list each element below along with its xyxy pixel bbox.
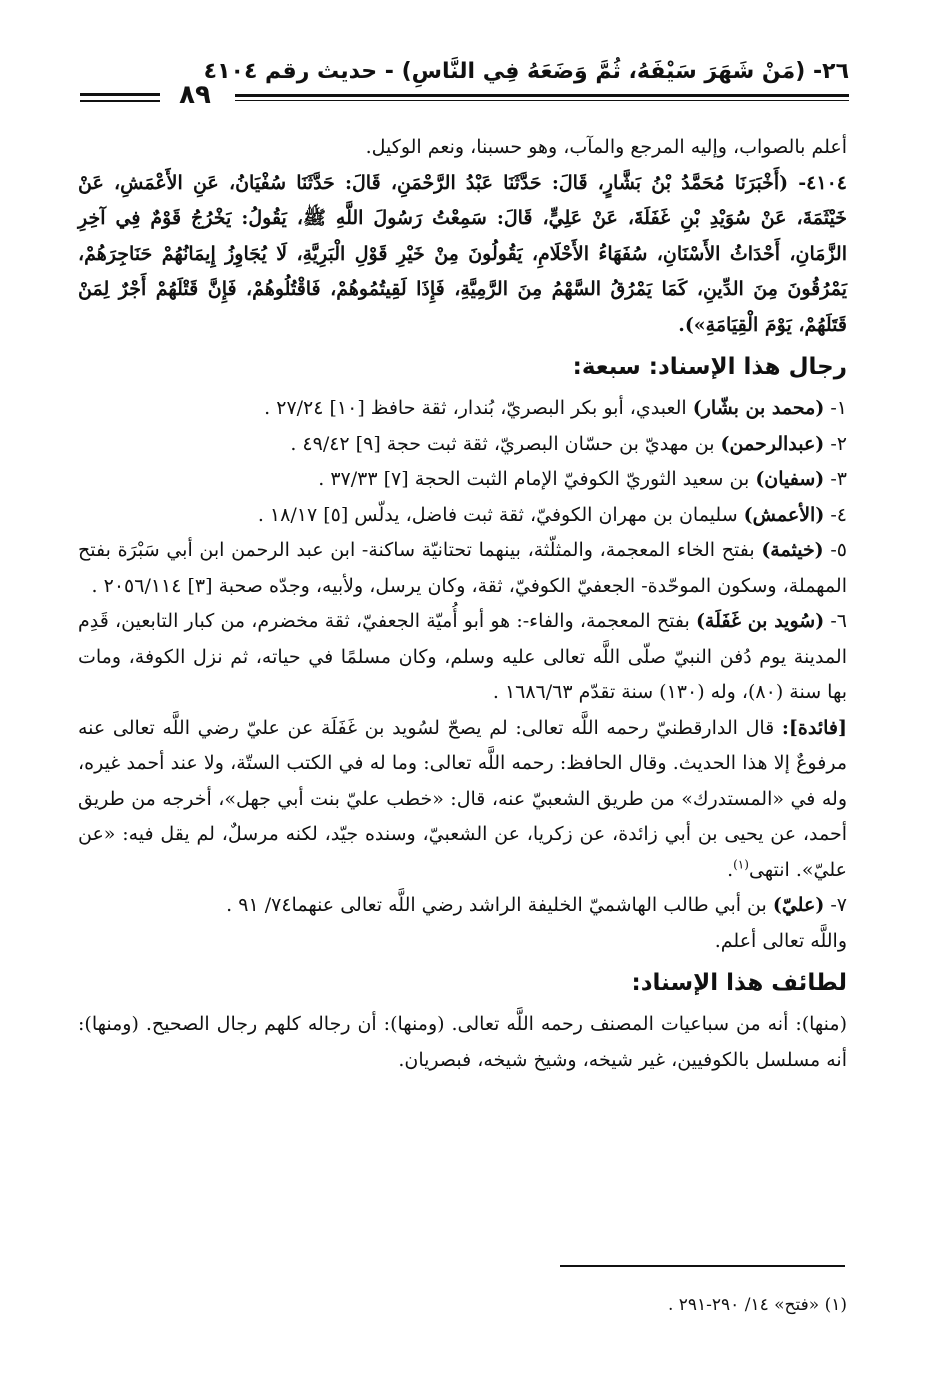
narrator-number: ٧-	[824, 894, 847, 916]
subtleties-heading: لطائف هذا الإسناد:	[631, 970, 847, 996]
narrator-name: (سُويد بن غَفَلَة)	[695, 610, 825, 632]
narrator-name: (الأعمش)	[743, 503, 825, 526]
intro-line: أعلم بالصواب، وإليه المرجع والمآب، وهو حسبنا، ونعم الوكيل.	[365, 136, 847, 158]
narrator-details: بن سعيد الثوريّ الكوفيّ الإمام الثبت الحجة [٧] ٣٧/٣٣ .	[318, 468, 756, 490]
page-number-rule	[80, 93, 160, 102]
subtleties-text: (منها): أنه من سباعيات المصنف رحمه اللَّه تعالى. (ومنها): أن رجاله كلهم رجال الصحيح. (ومنها): أنه مسلسل بالكوفيين، غير شيخه، وشيخ شيخه، فبصريان.	[78, 1013, 847, 1071]
narrator-details: العبدي، أبو بكر البصريّ، بُندار، ثقة حافظ [١٠] ٢٧/٢٤ .	[264, 397, 693, 419]
narrator-details: سليمان بن مهران الكوفيّ، ثقة ثبت فاضل، يدلّس [٥] ١٨/١٧ .	[257, 503, 744, 526]
narrator-name: (عليّ)	[772, 894, 825, 916]
narrator-name: (محمد بن بشّار)	[692, 397, 825, 419]
closing-line: واللَّه تعالى أعلم.	[714, 929, 847, 952]
footnote: (١) «فتح» ١٤/ ٢٩٠-٢٩١ .	[667, 1295, 847, 1315]
narrators-heading: رجال هذا الإسناد: سبعة:	[572, 354, 847, 380]
narrator-number: ١-	[824, 397, 847, 419]
narrator-number: ٣-	[824, 468, 847, 490]
footnote-rule	[560, 1265, 845, 1267]
narrator-entry	[78, 604, 847, 711]
narrator-name: (عبدالرحمن)	[720, 432, 825, 455]
benefit-label: [فائدة]:	[781, 716, 847, 739]
narrator-entry	[78, 533, 847, 604]
narrator-number: ٥-	[823, 539, 847, 561]
benefit-note: [فائدة]: قال الدارقطنيّ رحمه اللَّه تعالى: لم يصحّ لسُويد بن غَفَلَة عن عليّ رضي اللَّه تعالى عنه مرفوعٌ إلا هذا الحديث. وقال الحافظ: رحمه اللَّه تعالى: وما له في الكتب الستّة، ولا عند أحمد غيره، وله في «المستدرك» من طريق الشعبيّ عنه، قال: «خطب عليّ بنت أبي جهل»، أخرجه من طريق أحمد، عن يحيى بن أبي زائدة، عن زكريا، عن الشعبيّ، وسنده جيّد، لكنه مرسلٌ، لم يقل فيه: «عن عليّ». انتهى$^{(١)}$.	[78, 716, 847, 881]
narrator-name: (خيثمة)	[761, 539, 824, 561]
narrator-details: بفتح المعجمة، والفاء-: هو أبو أُميّة الجعفيّ، ثقة مخضرم، من كبار التابعين، قَدِم المدينة يوم دُفن النبيّ صلّى اللَّه تعالى عليه وسلم، وكان مسلمًا في حياته، ثم نزل الكوفة، ومات بها سنة (٨٠)، وله (١٣٠) سنة تقدّم ١٦٨٦/٦٣ .	[78, 610, 847, 703]
narrator-details: بن مهديّ بن حسّان البصريّ، ثقة ثبت حجة [٩] ٤٩/٤٢ .	[290, 432, 721, 455]
narrator-number: ٤-	[824, 503, 847, 526]
narrator-details: بفتح الخاء المعجمة، والمثلّثة، بينهما تحتانيّة ساكنة- ابن عبد الرحمن ابن أبي سَبْرَة بفتح المهملة، وسكون الموحّدة- الجعفيّ الكوفيّ، ثقة، وكان يرسل، ولأبيه، وجدّه صحبة [٣] ٢٠٥٦/١١٤ .	[78, 539, 847, 597]
narrator-details: بن أبي طالب الهاشميّ الخليفة الراشد رضي اللَّه تعالى عنهما٧٤/ ٩١ .	[226, 894, 773, 916]
footnote-marker: (١)	[733, 857, 749, 872]
main-text	[78, 130, 847, 1078]
hadith-text: ٤١٠٤- (أَخْبَرَنَا مُحَمَّدُ بْنُ بَشَّارٍ، قَالَ: حَدَّثَنَا عَبْدُ الرَّحْمَنِ، قَالَ: حَدَّثَنَا سُفْيَانُ، عَنِ الأَعْمَشِ، عَنْ خَيْثَمَةَ، عَنْ سُوَيْدِ بْنِ غَفَلَةَ، عَنْ عَلِيٍّ، قَالَ: سَمِعْتُ رَسُولَ اللَّهِ ﷺ، يَقُولُ: يَخْرُجُ قَوْمٌ فِي آخِرِ الزَّمَانِ، أَحْدَاثُ الأَسْنَانِ، سُفَهَاءُ الأَحْلَامِ، يَقُولُونَ مِنْ خَيْرِ قَوْلِ الْبَرِيَّةِ، لَا يُجَاوِزُ إِيمَانُهُمْ حَنَاجِرَهُمْ، يَمْرُقُونَ مِنَ الدِّينِ، كَمَا يَمْرُقُ السَّهْمُ مِنَ الرَّمِيَّةِ، فَإِذَا لَقِيتُمُوهُمْ، فَاقْتُلُوهُمْ، فَإِنَّ قَتْلَهُمْ أَجْرٌ لِمَنْ قَتَلَهُمْ، يَوْمَ الْقِيَامَةِ»).	[78, 171, 847, 336]
narrator-entry	[78, 391, 847, 427]
header-rule	[235, 94, 849, 101]
narrator-entry	[78, 427, 847, 463]
narrator-number: ٦-	[824, 610, 847, 632]
narrator-entry	[78, 462, 847, 498]
narrator-entry	[78, 888, 847, 924]
running-title: ٢٦- (مَنْ شَهَرَ سَيْفَهُ، ثُمَّ وَضَعَهُ فِي النَّاسِ) - حديث رقم ٤١٠٤	[203, 59, 849, 84]
narrator-name: (سفيان)	[755, 468, 825, 490]
narrator-entry	[78, 498, 847, 534]
narrator-number: ٢-	[824, 432, 847, 455]
page-number: ٨٩	[179, 80, 211, 110]
benefit-text: قال الدارقطنيّ رحمه اللَّه تعالى: لم يصحّ لسُويد بن غَفَلَة عن عليّ رضي اللَّه تعالى عنه مرفوعٌ إلا هذا الحديث. وقال الحافظ: رحمه اللَّه تعالى: وما له في الكتب الستّة، ولا عند أحمد غيره، وله في «المستدرك» من طريق الشعبيّ عنه، قال: «خطب عليّ بنت أبي جهل»، أخرجه من طريق أحمد، عن يحيى بن أبي زائدة، عن زكريا، عن الشعبيّ، وسنده جيّد، لكنه مرسلٌ، لم يقل فيه: «عن عليّ». انتهى	[78, 716, 847, 881]
